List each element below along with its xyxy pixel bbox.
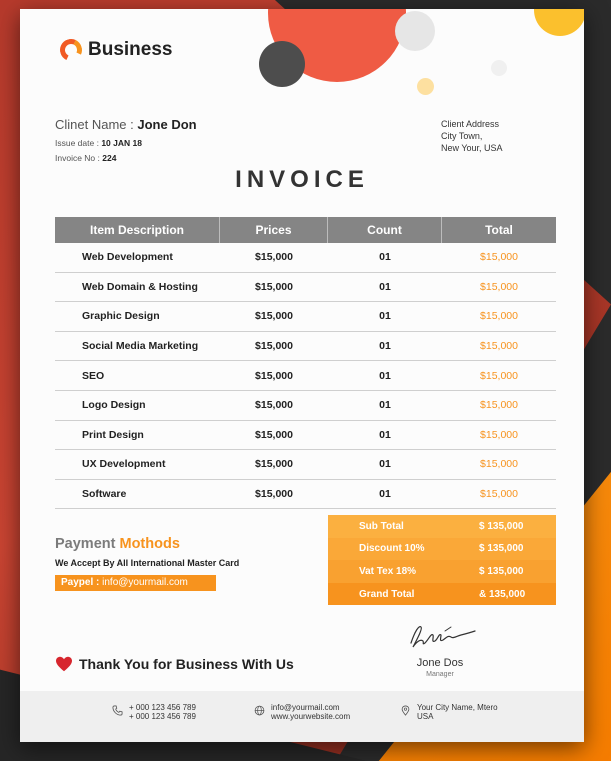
client-name-label: Clinet Name : <box>55 117 134 132</box>
subtotal-label: Sub Total <box>359 520 404 532</box>
item-count: 01 <box>379 251 391 264</box>
phone-number: + 000 123 456 789 <box>129 703 196 712</box>
table-row <box>55 361 556 391</box>
payment-title-b: Mothods <box>119 536 180 552</box>
header-total: Total <box>485 223 513 237</box>
website-url: www.yourwebsite.com <box>271 712 351 721</box>
item-total: $15,000 <box>480 369 518 382</box>
payment-title-a: Payment <box>55 536 116 552</box>
discount-value: $ 135,000 <box>479 543 524 555</box>
table-row <box>55 480 556 510</box>
item-total: $15,000 <box>480 399 518 412</box>
heart-icon <box>55 656 73 672</box>
address-line: City Town, <box>441 131 483 141</box>
invoice-no-line <box>55 153 116 163</box>
item-price: $15,000 <box>255 340 293 353</box>
vat-row <box>328 560 556 583</box>
decor-circle-lightgray <box>395 11 435 51</box>
issue-date-value: 10 JAN 18 <box>101 138 142 148</box>
grand-total-row <box>328 583 556 606</box>
item-total: $15,000 <box>480 428 518 441</box>
payment-methods-title <box>55 536 180 552</box>
item-price: $15,000 <box>255 458 293 471</box>
item-count: 01 <box>379 280 391 293</box>
item-count: 01 <box>379 458 391 471</box>
discount-row <box>328 538 556 561</box>
invoice-no-value: 224 <box>102 153 117 163</box>
footer-web <box>254 703 350 721</box>
invoice-sheet <box>20 9 584 742</box>
contact-footer <box>20 691 584 742</box>
item-description: UX Development <box>82 458 166 471</box>
vat-label: Vat Tex 18% <box>359 565 417 577</box>
item-count: 01 <box>379 340 391 353</box>
table-row <box>55 273 556 303</box>
globe-icon <box>254 705 265 716</box>
paypal-label: Paypel : <box>61 577 100 588</box>
footer-address-line: Your City Name, Mtero <box>417 703 498 712</box>
paypal-email: info@yourmail.com <box>102 577 188 588</box>
client-address <box>441 118 503 154</box>
signatory-role: Manager <box>426 671 454 678</box>
table-header <box>55 217 556 243</box>
item-count: 01 <box>379 369 391 382</box>
client-name-value: Jone Don <box>137 117 197 132</box>
grand-total-label: Grand Total <box>359 588 415 600</box>
paypal-badge <box>55 575 216 591</box>
client-name-line <box>55 117 197 132</box>
brand-logo-icon <box>57 36 85 64</box>
address-line: New Your, USA <box>441 143 503 153</box>
item-total: $15,000 <box>480 340 518 353</box>
invoice-no-label: Invoice No : <box>55 153 100 163</box>
subtotal-row <box>328 515 556 538</box>
email-address: info@yourmail.com <box>271 703 340 712</box>
decor-circle-dark <box>259 41 305 87</box>
item-total: $15,000 <box>480 251 518 264</box>
issue-date-label: Issue date : <box>55 138 99 148</box>
item-count: 01 <box>379 399 391 412</box>
item-description: Web Domain & Hosting <box>82 280 198 293</box>
table-row <box>55 302 556 332</box>
item-total: $15,000 <box>480 488 518 501</box>
item-description: Software <box>82 488 127 501</box>
item-description: Web Development <box>82 251 173 264</box>
footer-address <box>400 703 498 721</box>
table-row <box>55 391 556 421</box>
signature-image <box>405 621 480 653</box>
table-row <box>55 421 556 451</box>
location-pin-icon <box>400 705 411 716</box>
item-total: $15,000 <box>480 310 518 323</box>
totals-box <box>328 515 556 605</box>
header-item-description: Item Description <box>55 217 220 243</box>
item-description: Logo Design <box>82 399 146 412</box>
item-description: Print Design <box>82 428 144 441</box>
grand-total-value: & 135,000 <box>479 588 526 600</box>
item-price: $15,000 <box>255 310 293 323</box>
table-row <box>55 450 556 480</box>
thank-you-text: Thank You for Business With Us <box>79 656 294 672</box>
table-row <box>55 243 556 273</box>
vat-value: $ 135,000 <box>479 565 524 577</box>
header-prices: Prices <box>220 217 328 243</box>
item-description: SEO <box>82 369 105 382</box>
brand-name: Business <box>88 39 173 60</box>
item-price: $15,000 <box>255 399 293 412</box>
address-line: Client Address <box>441 119 500 129</box>
footer-address-line: USA <box>417 712 434 721</box>
item-price: $15,000 <box>255 280 293 293</box>
issue-date-line <box>55 138 142 148</box>
subtotal-value: $ 135,000 <box>479 520 524 532</box>
item-count: 01 <box>379 428 391 441</box>
item-total: $15,000 <box>480 458 518 471</box>
decor-circle-yellow <box>534 9 584 36</box>
footer-phone <box>112 703 196 721</box>
item-count: 01 <box>379 488 391 501</box>
invoice-title: INVOICE <box>235 166 369 193</box>
items-table <box>55 217 556 509</box>
item-description: Social Media Marketing <box>82 340 199 353</box>
item-price: $15,000 <box>255 488 293 501</box>
item-price: $15,000 <box>255 251 293 264</box>
brand-logo <box>60 39 172 61</box>
decor-circle-faint <box>491 60 507 76</box>
signatory-name: Jone Dos <box>416 657 464 669</box>
payment-accept-text: We Accept By All International Master Card <box>55 558 240 568</box>
table-row <box>55 332 556 362</box>
thank-you-line <box>55 656 294 672</box>
item-price: $15,000 <box>255 369 293 382</box>
decor-circle-paleyellow <box>417 78 434 95</box>
item-description: Graphic Design <box>82 310 160 323</box>
phone-number: + 000 123 456 789 <box>129 712 196 721</box>
phone-icon <box>112 705 123 716</box>
header-count: Count <box>328 217 442 243</box>
item-total: $15,000 <box>480 280 518 293</box>
discount-label: Discount 10% <box>359 543 425 555</box>
item-count: 01 <box>379 310 391 323</box>
item-price: $15,000 <box>255 428 293 441</box>
